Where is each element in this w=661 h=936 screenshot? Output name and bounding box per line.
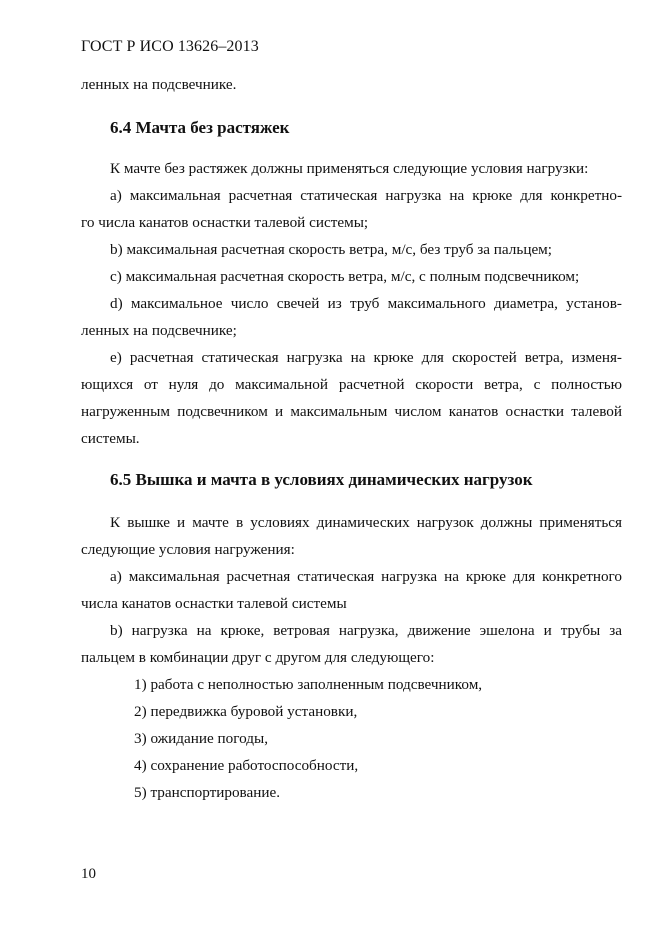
section-heading-6-4: 6.4 Мачта без растяжек (110, 118, 290, 137)
list-item-6-4-c: c) максимальная расчетная скорость ветра, м/с, с полным подсвечником; (110, 268, 580, 285)
list-item-6-4-d-line2: ленных на подсвечнике; (81, 322, 237, 339)
list-item-6-5-a-line1: a) максимальная расчетная статическая нагрузка на крюке для конкретного (110, 568, 622, 585)
section-heading-6-5: 6.5 Вышка и мачта в условиях динамических нагрузок (110, 470, 533, 489)
list-item-6-5-b-line2: пальцем в комбинации друг с другом для следующего: (81, 649, 435, 666)
sub-list-item: 1) работа с неполностью заполненным подсвечником, (134, 676, 483, 693)
list-item-6-4-e-line2: ющихся от нуля до максимальной расчетной скорости ветра, с полностью (81, 376, 622, 393)
paragraph-6-5-intro-line2: следующие условия нагружения: (81, 541, 295, 558)
list-item-6-5-a-line2: числа канатов оснастки талевой системы (81, 595, 347, 612)
sub-list-item: 2) передвижка буровой установки, (134, 703, 358, 720)
list-item-6-4-e-line1: e) расчетная статическая нагрузка на крюке для скоростей ветра, изменя- (110, 349, 622, 366)
list-item-6-4-e-line3: нагруженным подсвечником и максимальным числом канатов оснастки талевой (81, 403, 622, 420)
list-item-6-4-e-line4: системы. (81, 430, 140, 447)
list-item-6-4-b: b) максимальная расчетная скорость ветра, м/с, без труб за пальцем; (110, 241, 553, 258)
sub-list-item: 4) сохранение работоспособности, (134, 757, 359, 774)
list-item-6-4-a-line1: a) максимальная расчетная статическая нагрузка на крюке для конкретно- (110, 187, 622, 204)
continuation-line: ленных на подсвечнике. (81, 76, 237, 93)
document-header-code: ГОСТ Р ИСО 13626–2013 (81, 38, 259, 55)
list-item-6-5-b-line1: b) нагрузка на крюке, ветровая нагрузка, движение эшелона и трубы за (110, 622, 622, 639)
page-number: 10 (81, 866, 96, 882)
sub-list-item: 3) ожидание погоды, (134, 730, 269, 747)
list-item-6-4-d-line1: d) максимальное число свечей из труб максимального диаметра, установ- (110, 295, 622, 312)
list-item-6-4-a-line2: го числа канатов оснастки талевой системы; (81, 214, 369, 231)
paragraph-6-4-intro: К мачте без растяжек должны применяться следующие условия нагрузки: (110, 160, 589, 177)
sub-list-item: 5) транспортирование. (134, 784, 281, 801)
paragraph-6-5-intro-line1: К вышке и мачте в условиях динамических нагрузок должны применяться (110, 514, 622, 531)
